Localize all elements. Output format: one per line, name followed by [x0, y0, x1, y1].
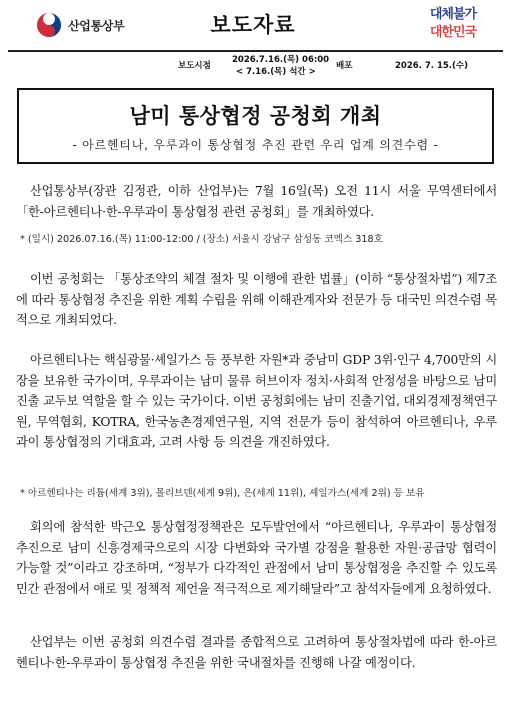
embargo-label: 보도시점	[178, 61, 211, 71]
page-subtitle: - 아르헨티나, 우루과이 통상협정 추진 관련 우리 업계 의견수렴 -	[72, 138, 439, 152]
note-1: * (일시) 2026.07.16.(목) 11:00-12:00 / (장소) 서울시 강남구 삼성동 코엑스 318호	[20, 234, 383, 245]
slogan-logo	[423, 6, 483, 46]
ministry-name: 산업통상부	[68, 18, 125, 33]
title-box	[17, 88, 494, 164]
embargo-line1: 2026.7.16.(목) 06:00	[232, 55, 330, 65]
paragraph-5-text: 산업부는 이번 공청회 의견수렴 결과를 종합적으로 고려하여 통상절차법에 따라 한-아르헨티나·한-우루과이 통상협정 추진을 위한 국내절차를 진행해 나갈 예정이다.	[16, 635, 497, 670]
paragraph-1	[16, 181, 497, 222]
paragraph-1-text: 산업통상부(장관 김정관, 이하 산업부)는 7월 16일(목) 오전 11시 서울 무역센터에서 「한-아르헨티나·한-우루과이 통상협정 관련 공청회」를 개최하였다.	[16, 184, 497, 219]
taegeuk-emblem-icon	[36, 12, 62, 38]
note-2: * 아르헨티나는 리튬(세계 3위), 몰리브덴(세계 9위), 은(세계 11위), 셰일가스(세계 2위) 등 보유	[20, 488, 425, 499]
release-meta	[0, 54, 511, 82]
distribution-label: 배포	[336, 61, 353, 71]
paragraph-3	[16, 350, 497, 453]
doc-type-label: 보도자료	[210, 13, 296, 37]
paragraph-5	[16, 632, 497, 673]
slogan-line2: 대한민국	[429, 25, 477, 40]
paragraph-2	[16, 269, 497, 331]
embargo-line2: < 7.16.(목) 석간 >	[236, 67, 316, 77]
slogan-line1: 대체불가	[429, 7, 477, 22]
paragraph-2-text: 이번 공청회는 「통상조약의 체결 절차 및 이행에 관한 법률」(이하 “통상절차법”) 제7조에 따라 통상협정 추진을 위한 계획 수립을 위해 이해관계자와 전문가 등 대국민 의견수렴 목적으로 개최되었다.	[16, 272, 497, 327]
paragraph-3-text: 아르헨티나는 핵심광물·셰일가스 등 풍부한 자원*과 중남미 GDP 3위·인구 4,700만의 시장을 보유한 국가이며, 우루과이는 남미 물류 허브이자 정치·사회적 안정성을 바탕으로 남미 진출 교두보 역할을 할 수 있는 국가이다. 이번 공청회에는 남미 진출기업, 대외경제정책연구원, 무역협회, KOTRA, 한국농촌경제연구원, 지역 전문가 등이 참석하여 아르헨티나, 우루과이 통상협정의 기대효과, 고려 사항 등 의견을 개진하였다.	[16, 353, 497, 449]
embargo-value	[232, 54, 329, 78]
paragraph-4	[16, 517, 497, 599]
ministry-logo	[36, 12, 124, 38]
paragraph-4-text: 회의에 참석한 박근오 통상협정정책관은 모두발언에서 “아르헨티나, 우루과이 통상협정 추진으로 남미 신흥경제국으로의 시장 다변화와 국가별 강점을 활용한 자원·공급망 협력이 가능할 것”이라고 강조하며, “정부가 다각적인 관점에서 남미 통상협정을 추진할 수 있도록 민간 관점에서 애로 및 정책적 제언을 적극적으로 제기해달라”고 참석자들에게 요청하였다.	[16, 520, 497, 596]
distribution-date: 2026. 7. 15.(수)	[395, 61, 468, 71]
press-header	[8, 4, 503, 48]
page-title: 남미 통상협정 공청회 개최	[129, 104, 382, 128]
header-divider	[8, 50, 503, 52]
